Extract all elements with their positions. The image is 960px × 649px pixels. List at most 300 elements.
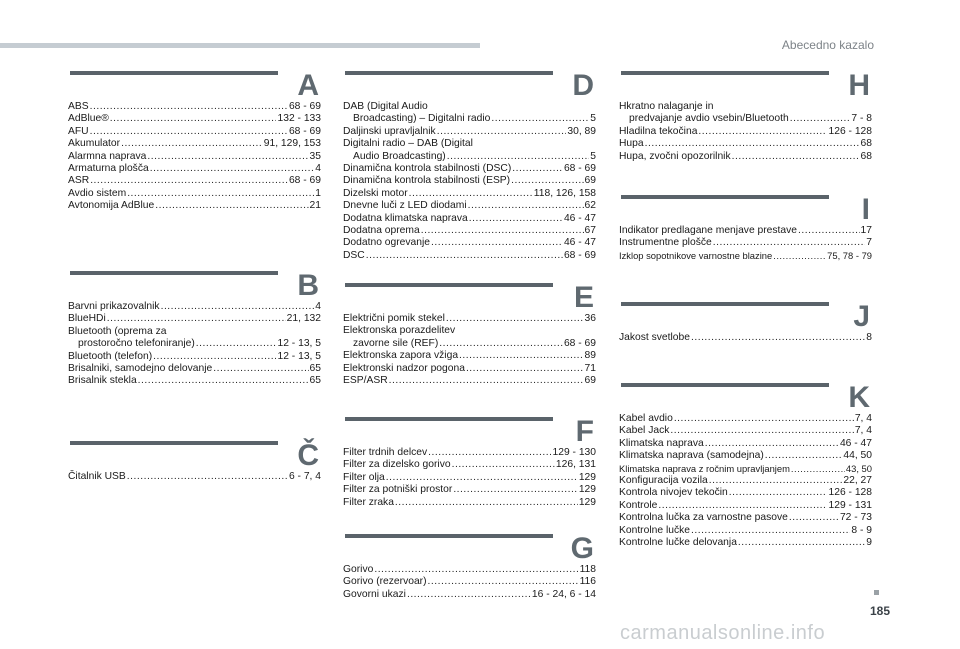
section-divider bbox=[621, 195, 829, 199]
dot-leader bbox=[374, 564, 578, 576]
dot-leader bbox=[428, 576, 579, 588]
index-entry-pages: 1 bbox=[315, 187, 321, 199]
dot-leader bbox=[698, 126, 827, 138]
index-entry-pages: 35 bbox=[309, 150, 321, 162]
index-entry bbox=[343, 113, 596, 125]
section-letter: H bbox=[848, 69, 870, 102]
index-entry-term: Dodatna oprema bbox=[343, 225, 420, 237]
section-header bbox=[343, 534, 596, 564]
index-entry-term: Filter trdnih delcev bbox=[343, 447, 428, 458]
index-entry bbox=[619, 425, 872, 437]
index-entry-pages: 69 bbox=[584, 375, 596, 387]
section-letter: A bbox=[297, 69, 319, 102]
index-entry bbox=[619, 237, 872, 249]
index-entry bbox=[619, 475, 872, 487]
index-entry-pages: 129 - 130 bbox=[552, 447, 596, 458]
index-entry-pages: 21, 132 bbox=[286, 313, 321, 325]
section-letter: J bbox=[853, 300, 870, 333]
index-entry-term: Kabel avdio bbox=[619, 413, 673, 424]
index-entry-term: DAB (Digital Audio bbox=[343, 101, 428, 112]
section-divider bbox=[70, 71, 278, 75]
index-entry bbox=[343, 363, 596, 375]
index-entry-pages: 72 - 73 bbox=[839, 512, 872, 524]
index-entry bbox=[68, 175, 321, 187]
index-entry-pages: 44, 50 bbox=[843, 450, 872, 462]
index-entry bbox=[68, 313, 321, 325]
index-entry-pages: 68 bbox=[860, 150, 872, 162]
section-letter: I bbox=[861, 193, 870, 226]
index-entry-pages: 7 - 8 bbox=[851, 113, 872, 125]
dot-leader bbox=[386, 472, 578, 484]
index-entry-term: Bluetooth (oprema za bbox=[68, 325, 167, 337]
index-entry bbox=[619, 126, 872, 138]
index-entry bbox=[68, 471, 321, 483]
index-entry-pages: 46 - 47 bbox=[563, 212, 596, 224]
index-entry-term: Bluetooth (telefon) bbox=[68, 350, 153, 362]
index-entry bbox=[343, 472, 596, 484]
index-entry-pages: 126 - 128 bbox=[828, 125, 872, 137]
index-entry bbox=[68, 338, 321, 350]
index-entry bbox=[619, 463, 872, 475]
index-entry-pages: 91, 129, 153 bbox=[263, 138, 321, 150]
index-entry bbox=[68, 126, 321, 138]
index-entry-term: Dinamična kontrola stabilnosti (DSC) bbox=[343, 163, 512, 175]
dot-leader bbox=[469, 213, 563, 225]
section-g bbox=[343, 534, 596, 601]
index-entry-pages: 126, 131 bbox=[555, 459, 596, 471]
index-entry-term: Dodatna klimatska naprava bbox=[343, 212, 468, 224]
index-entry bbox=[343, 175, 596, 187]
index-entry-pages: 69 bbox=[584, 175, 596, 187]
dot-leader bbox=[452, 459, 555, 471]
index-entry-term: Indikator predlagane menjave prestave bbox=[619, 225, 798, 236]
index-entry-pages: 43, 50 bbox=[845, 462, 872, 474]
index-entry bbox=[619, 138, 872, 150]
index-entry-pages: 7, 4 bbox=[854, 413, 872, 424]
section-letter: G bbox=[570, 532, 594, 565]
index-entry-pages: 68 - 69 bbox=[288, 101, 321, 112]
section-header bbox=[343, 283, 596, 313]
section-header bbox=[68, 71, 321, 101]
index-entries bbox=[68, 471, 321, 483]
index-entry-pages: 5 bbox=[590, 113, 596, 125]
index-entry bbox=[68, 101, 321, 113]
index-entry-pages: 62 bbox=[584, 200, 596, 212]
index-entry bbox=[619, 487, 872, 499]
dot-leader bbox=[389, 375, 584, 387]
dot-leader bbox=[90, 126, 288, 138]
dot-leader bbox=[150, 163, 315, 175]
index-entry-pages: 5 bbox=[590, 150, 596, 162]
dot-leader bbox=[153, 351, 276, 363]
index-entry-term: Dnevne luči z LED diodami bbox=[343, 200, 467, 212]
dot-leader bbox=[713, 237, 866, 249]
section-header bbox=[619, 195, 872, 225]
index-entry-pages: 17 bbox=[860, 225, 872, 236]
section-divider bbox=[70, 271, 278, 275]
index-entry bbox=[343, 564, 596, 576]
index-entry-pages: 46 - 47 bbox=[839, 437, 872, 449]
index-entry bbox=[68, 200, 321, 212]
index-entries bbox=[343, 447, 596, 509]
index-entry-pages: 21 bbox=[309, 200, 321, 212]
dot-leader bbox=[366, 250, 563, 262]
index-entry-term: Hupa, zvočni opozorilnik bbox=[619, 150, 731, 162]
index-entry-pages: 71 bbox=[584, 362, 596, 374]
index-entry bbox=[343, 338, 596, 350]
index-entry bbox=[619, 151, 872, 163]
section-letter: E bbox=[573, 281, 594, 314]
dot-leader bbox=[765, 450, 843, 462]
section-header bbox=[68, 441, 321, 471]
section-c-caron bbox=[68, 441, 321, 483]
index-entry-term: Filter zraka bbox=[343, 496, 394, 508]
index-entries bbox=[68, 301, 321, 388]
index-entries bbox=[343, 101, 596, 262]
index-entry-term: Kabel Jack bbox=[619, 425, 670, 437]
index-entry-pages: 129 - 131 bbox=[828, 499, 872, 511]
index-entry-pages: 65 bbox=[309, 363, 321, 375]
dot-leader bbox=[395, 497, 578, 509]
index-entry bbox=[343, 213, 596, 225]
index-entry bbox=[619, 438, 872, 450]
index-entry bbox=[619, 537, 872, 549]
dot-leader bbox=[790, 113, 851, 125]
index-entry-term: Dodatno ogrevanje bbox=[343, 237, 431, 249]
index-entry bbox=[68, 138, 321, 150]
index-entry-term: Hupa bbox=[619, 138, 644, 150]
dot-leader bbox=[709, 475, 843, 487]
index-entry-pages: 6 - 7, 4 bbox=[288, 471, 321, 482]
section-divider bbox=[345, 534, 553, 538]
dot-leader bbox=[147, 151, 308, 163]
index-entry-pages: 16 - 24, 6 - 14 bbox=[531, 588, 596, 600]
dot-leader bbox=[468, 200, 584, 212]
index-entry-pages: 4 bbox=[315, 163, 321, 175]
index-entry-pages: 129 bbox=[578, 484, 596, 496]
index-entry-term: Instrumentne plošče bbox=[619, 237, 712, 249]
dot-leader bbox=[511, 175, 583, 187]
page-number: 185 bbox=[870, 604, 891, 618]
index-entry bbox=[343, 126, 596, 138]
index-entry-pages: 68 bbox=[860, 138, 872, 150]
index-entry bbox=[619, 525, 872, 537]
dot-leader bbox=[121, 138, 263, 150]
section-divider bbox=[345, 417, 553, 421]
index-entries bbox=[619, 101, 872, 163]
index-entry bbox=[343, 375, 596, 387]
index-entry-term: Gorivo bbox=[343, 564, 374, 575]
index-entry-term: Dizelski motor bbox=[343, 187, 408, 199]
section-letter: Č bbox=[297, 439, 319, 472]
index-entry-term: Daljinski upravljalnik bbox=[343, 125, 436, 137]
dot-leader bbox=[738, 537, 865, 549]
index-entry-term: Elektronska porazdelitev bbox=[343, 325, 456, 337]
index-entry-pages: 9 bbox=[866, 537, 872, 549]
index-entry-term: BlueHDi bbox=[68, 313, 106, 325]
index-entry bbox=[343, 484, 596, 496]
section-header bbox=[619, 71, 872, 101]
index-entry bbox=[619, 332, 872, 344]
dot-leader bbox=[127, 471, 288, 483]
index-entry-pages: 65 bbox=[309, 375, 321, 387]
dot-leader bbox=[421, 225, 584, 237]
index-entry bbox=[343, 313, 596, 325]
dot-leader bbox=[670, 425, 853, 437]
dot-leader bbox=[691, 525, 850, 537]
dot-leader bbox=[691, 332, 865, 344]
index-entry-term: Gorivo (rezervoar) bbox=[343, 576, 427, 588]
dot-leader bbox=[789, 512, 839, 524]
index-entry-term: Klimatska naprava (samodejna) bbox=[619, 450, 764, 462]
section-divider bbox=[70, 441, 278, 445]
section-letter: F bbox=[575, 415, 594, 448]
index-entry-pages: 7 bbox=[866, 237, 872, 249]
index-entry-term: Konfiguracija vozila bbox=[619, 475, 708, 487]
section-k bbox=[619, 383, 872, 549]
dot-leader bbox=[196, 338, 277, 350]
index-entry-term: Kontrole bbox=[619, 499, 658, 511]
index-entry-term: Dinamična kontrola stabilnosti (ESP) bbox=[343, 175, 511, 187]
dot-leader bbox=[791, 463, 845, 475]
index-entry-term: Alarmna naprava bbox=[68, 150, 147, 162]
section-letter: K bbox=[848, 381, 870, 414]
index-entry-term: Izklop sopotnikove varnostne blazine bbox=[619, 249, 773, 261]
dot-leader bbox=[138, 375, 309, 387]
index-entry bbox=[343, 188, 596, 200]
section-header bbox=[343, 417, 596, 447]
index-entry-pages: 68 - 69 bbox=[563, 337, 596, 349]
header-title: Abecedno kazalo bbox=[781, 38, 874, 52]
index-entry-term: prostoročno telefoniranje) bbox=[78, 338, 195, 350]
index-entry-term: AdBlue® bbox=[68, 113, 109, 125]
index-entry-term: predvajanje avdio vsebin/Bluetooth bbox=[629, 113, 789, 125]
index-entry-pages: 132 - 133 bbox=[277, 113, 321, 125]
section-header bbox=[343, 71, 596, 101]
section-letter: D bbox=[572, 69, 594, 102]
section-header bbox=[619, 302, 872, 332]
section-divider bbox=[345, 283, 553, 287]
index-entry-term: Broadcasting) – Digitalni radio bbox=[353, 113, 491, 125]
index-entry-pages: 129 bbox=[578, 471, 596, 483]
index-entry-term: Brisalniki, samodejno delovanje bbox=[68, 363, 213, 375]
index-entry-pages: 8 bbox=[866, 332, 872, 343]
section-divider bbox=[621, 71, 829, 75]
index-entry bbox=[343, 497, 596, 509]
index-entry bbox=[619, 250, 872, 262]
index-entries bbox=[619, 225, 872, 262]
dot-leader bbox=[645, 138, 860, 150]
page-marker bbox=[874, 590, 879, 595]
index-entry bbox=[343, 576, 596, 588]
dot-leader bbox=[453, 484, 578, 496]
index-entry-term: ASR bbox=[68, 175, 90, 187]
dot-leader bbox=[447, 151, 590, 163]
dot-leader bbox=[431, 237, 563, 249]
index-entry-term: Hladilna tekočina bbox=[619, 125, 698, 137]
index-entry-term: Kontrolne lučke delovanja bbox=[619, 537, 737, 549]
index-entry bbox=[68, 151, 321, 163]
index-entry-pages: 68 - 69 bbox=[563, 163, 596, 175]
index-entry-term: Elektronski nadzor pogona bbox=[343, 362, 465, 374]
dot-leader bbox=[658, 500, 827, 512]
index-entry-term: Digitalni radio – DAB (Digital bbox=[343, 138, 473, 150]
section-header bbox=[68, 271, 321, 301]
dot-leader bbox=[409, 188, 533, 200]
section-e bbox=[343, 283, 596, 387]
index-entry-pages: 89 bbox=[584, 350, 596, 362]
index-entry-term: Električni pomik stekel bbox=[343, 313, 445, 324]
index-entry bbox=[343, 237, 596, 249]
index-entries bbox=[619, 413, 872, 549]
index-entry-term: Hkratno nalaganje in bbox=[619, 101, 714, 112]
section-j bbox=[619, 302, 872, 344]
index-entry bbox=[68, 301, 321, 313]
index-entries bbox=[343, 564, 596, 601]
index-entry bbox=[68, 363, 321, 375]
index-entry bbox=[68, 163, 321, 175]
section-d bbox=[343, 71, 596, 262]
index-entry bbox=[343, 163, 596, 175]
index-entry-pages: 7, 4 bbox=[854, 425, 872, 437]
index-entry-term: Filter olja bbox=[343, 471, 385, 483]
index-entry bbox=[619, 500, 872, 512]
dot-leader bbox=[491, 113, 589, 125]
section-divider bbox=[345, 71, 553, 75]
index-entry-pages: 8 - 9 bbox=[851, 524, 872, 536]
index-entry bbox=[343, 250, 596, 262]
index-entry-term: Filter za dizelsko gorivo bbox=[343, 459, 451, 471]
dot-leader bbox=[407, 589, 531, 601]
index-entry-term: AFU bbox=[68, 125, 89, 137]
index-entry bbox=[619, 512, 872, 524]
index-entry bbox=[68, 375, 321, 387]
index-entry-pages: 68 - 69 bbox=[288, 125, 321, 137]
index-entry-pages: 116 bbox=[579, 576, 596, 588]
dot-leader bbox=[155, 200, 308, 212]
index-entry-pages: 22, 27 bbox=[843, 475, 872, 487]
index-entry bbox=[619, 225, 872, 237]
index-entry-pages: 118 bbox=[579, 564, 596, 575]
index-entry-pages: 12 - 13, 5 bbox=[277, 350, 321, 362]
index-entry-pages: 129 bbox=[578, 496, 596, 508]
section-a bbox=[68, 71, 321, 213]
section-b bbox=[68, 271, 321, 388]
section-i bbox=[619, 195, 872, 262]
dot-leader bbox=[459, 350, 583, 362]
dot-leader bbox=[773, 250, 826, 262]
dot-leader bbox=[161, 301, 315, 313]
dot-leader bbox=[705, 438, 839, 450]
dot-leader bbox=[512, 163, 563, 175]
index-entry-term: Filter za potniški prostor bbox=[343, 484, 453, 496]
index-entry-term: Barvni prikazovalnik bbox=[68, 301, 160, 312]
dot-leader bbox=[732, 151, 860, 163]
index-entries bbox=[343, 313, 596, 387]
index-entry-pages: 75, 78 - 79 bbox=[827, 249, 872, 261]
index-entry bbox=[343, 459, 596, 471]
dot-leader bbox=[674, 413, 854, 425]
dot-leader bbox=[798, 225, 860, 237]
index-entry-pages: 4 bbox=[315, 301, 321, 312]
index-entry bbox=[343, 350, 596, 362]
dot-leader bbox=[127, 188, 314, 200]
index-entry-term: Klimatska naprava z ročnim upravljanjem bbox=[619, 462, 790, 474]
index-entry-term: zavorne sile (REF) bbox=[353, 337, 439, 349]
index-entry bbox=[343, 447, 596, 459]
section-header bbox=[619, 383, 872, 413]
index-entry-term: Jakost svetlobe bbox=[619, 332, 690, 343]
index-entry bbox=[343, 225, 596, 237]
index-entry-term: Klimatska naprava bbox=[619, 437, 704, 449]
dot-leader bbox=[428, 447, 551, 459]
section-f bbox=[343, 417, 596, 509]
index-entry-pages: 68 - 69 bbox=[288, 175, 321, 187]
index-entry-term: Elektronska zapora vžiga bbox=[343, 350, 459, 362]
index-entry bbox=[68, 188, 321, 200]
index-entries bbox=[619, 332, 872, 344]
dot-leader bbox=[90, 101, 288, 113]
index-entry-pages: 67 bbox=[584, 225, 596, 237]
dot-leader bbox=[466, 363, 584, 375]
index-entry bbox=[343, 200, 596, 212]
index-entry-pages: 12 - 13, 5 bbox=[277, 338, 321, 350]
dot-leader bbox=[90, 175, 288, 187]
index-entry-term: Kontrolna lučka za varnostne pasove bbox=[619, 512, 788, 524]
dot-leader bbox=[729, 487, 828, 499]
section-divider bbox=[621, 383, 829, 387]
index-entry-term: ESP/ASR bbox=[343, 375, 388, 387]
index-entry-pages: 46 - 47 bbox=[563, 237, 596, 249]
index-entries bbox=[68, 101, 321, 213]
dot-leader bbox=[437, 126, 567, 138]
dot-leader bbox=[446, 313, 584, 325]
index-entry-pages: 126 - 128 bbox=[828, 487, 872, 499]
section-letter: B bbox=[297, 269, 319, 302]
index-entry bbox=[68, 113, 321, 125]
dot-leader bbox=[107, 313, 286, 325]
watermark: carmanualsonline.info bbox=[620, 622, 826, 644]
index-entry-term: Čitalnik USB bbox=[68, 471, 126, 482]
index-entry bbox=[619, 450, 872, 462]
index-entry bbox=[343, 589, 596, 601]
index-entry-term: Armaturna plošča bbox=[68, 163, 149, 175]
dot-leader bbox=[439, 338, 563, 350]
dot-leader bbox=[110, 113, 277, 125]
dot-leader bbox=[213, 363, 308, 375]
index-entry-term: Akumulator bbox=[68, 138, 121, 150]
index-entry bbox=[619, 413, 872, 425]
index-entry-pages: 30, 89 bbox=[567, 125, 596, 137]
index-entry-term: Kontrola nivojev tekočin bbox=[619, 487, 728, 499]
index-entry bbox=[68, 351, 321, 363]
index-entry-term: DSC bbox=[343, 249, 365, 261]
section-h bbox=[619, 71, 872, 163]
index-entry-term: Avdio sistem bbox=[68, 187, 127, 199]
index-entry bbox=[619, 113, 872, 125]
index-entry-term: ABS bbox=[68, 101, 89, 112]
index-entry-term: Avtonomija AdBlue bbox=[68, 200, 155, 212]
index-entry-term: Kontrolne lučke bbox=[619, 524, 690, 536]
index-entry-pages: 68 - 69 bbox=[563, 249, 596, 261]
header-bar bbox=[0, 43, 480, 48]
section-divider bbox=[621, 302, 829, 306]
index-entry-term: Govorni ukazi bbox=[343, 588, 406, 600]
index-entry-pages: 36 bbox=[584, 313, 596, 324]
index-entry-term: Audio Broadcasting) bbox=[353, 150, 446, 162]
index-entry-pages: 118, 126, 158 bbox=[533, 187, 596, 199]
index-entry bbox=[343, 151, 596, 163]
